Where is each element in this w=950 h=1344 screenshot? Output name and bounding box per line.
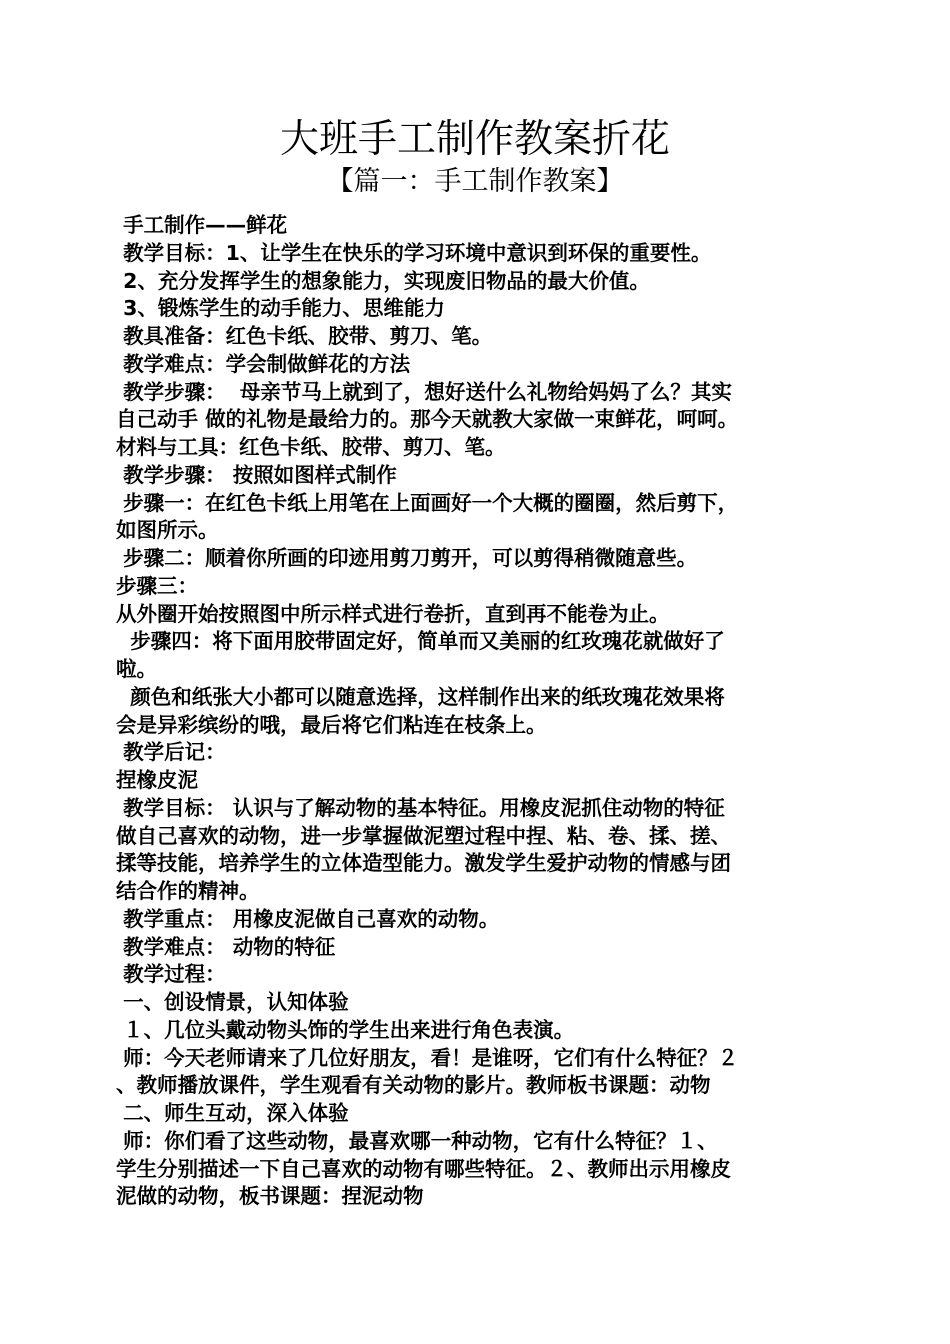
document-body xyxy=(116,212,834,1211)
text-line: 泥做的动物，板书课题：捏泥动物 xyxy=(116,1184,424,1209)
document-subtitle: 【篇一：手工制作教案】 xyxy=(326,166,624,197)
text-line: 教学步骤： 母亲节马上就到了，想好送什么礼物给妈妈了么？其实 xyxy=(116,379,732,404)
text-line: 手工制作——鲜花 xyxy=(116,213,288,237)
text-line: 从外圈开始按照图中所示样式进行卷折，直到再不能卷为止。 xyxy=(116,601,670,626)
text-line: 材料与工具：红色卡纸、胶带、剪刀、笔。 xyxy=(116,435,506,459)
text-line: 教学过程： xyxy=(116,962,226,987)
text-line: 结合作的精神。 xyxy=(116,879,260,903)
text-line: 教学难点： 动物的特征 xyxy=(116,934,336,959)
text-line: 3、锻炼学生的动手能力、思维能力 xyxy=(116,296,445,321)
text-line: 会是异彩缤纷的哦，最后将它们粘连在枝条上。 xyxy=(116,712,547,737)
text-line: 、教师播放课件，学生观看有关动物的影片。教师板书课题：动物 xyxy=(116,1073,711,1098)
text-line: 2、充分发挥学生的想象能力，实现废旧物品的最大价值。 xyxy=(116,268,650,293)
text-line: 教具准备：红色卡纸、胶带、剪刀、笔。 xyxy=(116,324,493,348)
text-line: 教学后记： xyxy=(116,740,226,765)
text-line: 师：你们看了这些动物，最喜欢哪一种动物，它有什么特征？１、 xyxy=(116,1128,718,1153)
text-line: 啦。 xyxy=(116,657,157,681)
text-line: 做自己喜欢的动物，进一步掌握做泥塑过程中捏、粘、卷、揉、搓、 xyxy=(116,823,731,848)
text-line: 捏橡皮泥 xyxy=(116,768,198,792)
text-line: 步骤二：顺着你所画的印迹用剪刀剪开，可以剪得稍微随意些。 xyxy=(116,546,698,570)
text-line: 教学步骤： 按照如图样式制作 xyxy=(116,462,397,487)
text-line: 如图所示。 xyxy=(116,518,219,543)
text-line: １、几位头戴动物头饰的学生出来进行角色表演。 xyxy=(116,1017,575,1042)
text-line: 教学目标： 认识与了解动物的基本特征。用橡皮泥抓住动物的特征 xyxy=(116,795,725,820)
text-line: 步骤三： xyxy=(116,573,198,598)
text-line: 教学难点：学会制做鲜花的方法 xyxy=(116,351,411,376)
text-line: 颜色和纸张大小都可以随意选择，这样制作出来的纸玫瑰花效果将 xyxy=(116,684,725,709)
text-line: 学生分别描述一下自己喜欢的动物有哪些特征。２、教师出示用橡皮 xyxy=(116,1156,731,1181)
document-title: 大班手工制作教案折花 xyxy=(279,117,670,162)
text-line: 教学目标：1、让学生在快乐的学习环境中意识到环保的重要性。 xyxy=(116,240,712,265)
text-line: 一、创设情景，认知体验 xyxy=(116,990,349,1014)
text-line: 步骤一：在红色卡纸上用笔在上面画好一个大概的圈圈，然后剪下， xyxy=(116,490,739,515)
text-line: 自己动手 做的礼物是最给力的。那今天就教大家做一束鲜花，呵呵。 xyxy=(116,407,739,432)
text-line: 教学重点： 用橡皮泥做自己喜欢的动物。 xyxy=(116,906,500,931)
text-line: 师：今天老师请来了几位好朋友，看！是谁呀，它们有什么特征？２ xyxy=(116,1045,739,1070)
text-line: 二、师生互动，深入体验 xyxy=(116,1101,349,1125)
text-line: 揉等技能，培养学生的立体造型能力。激发学生爱护动物的情感与团 xyxy=(116,851,731,876)
text-line: 步骤四：将下面用胶带固定好，简单而又美丽的红玫瑰花就做好了 xyxy=(116,629,725,654)
